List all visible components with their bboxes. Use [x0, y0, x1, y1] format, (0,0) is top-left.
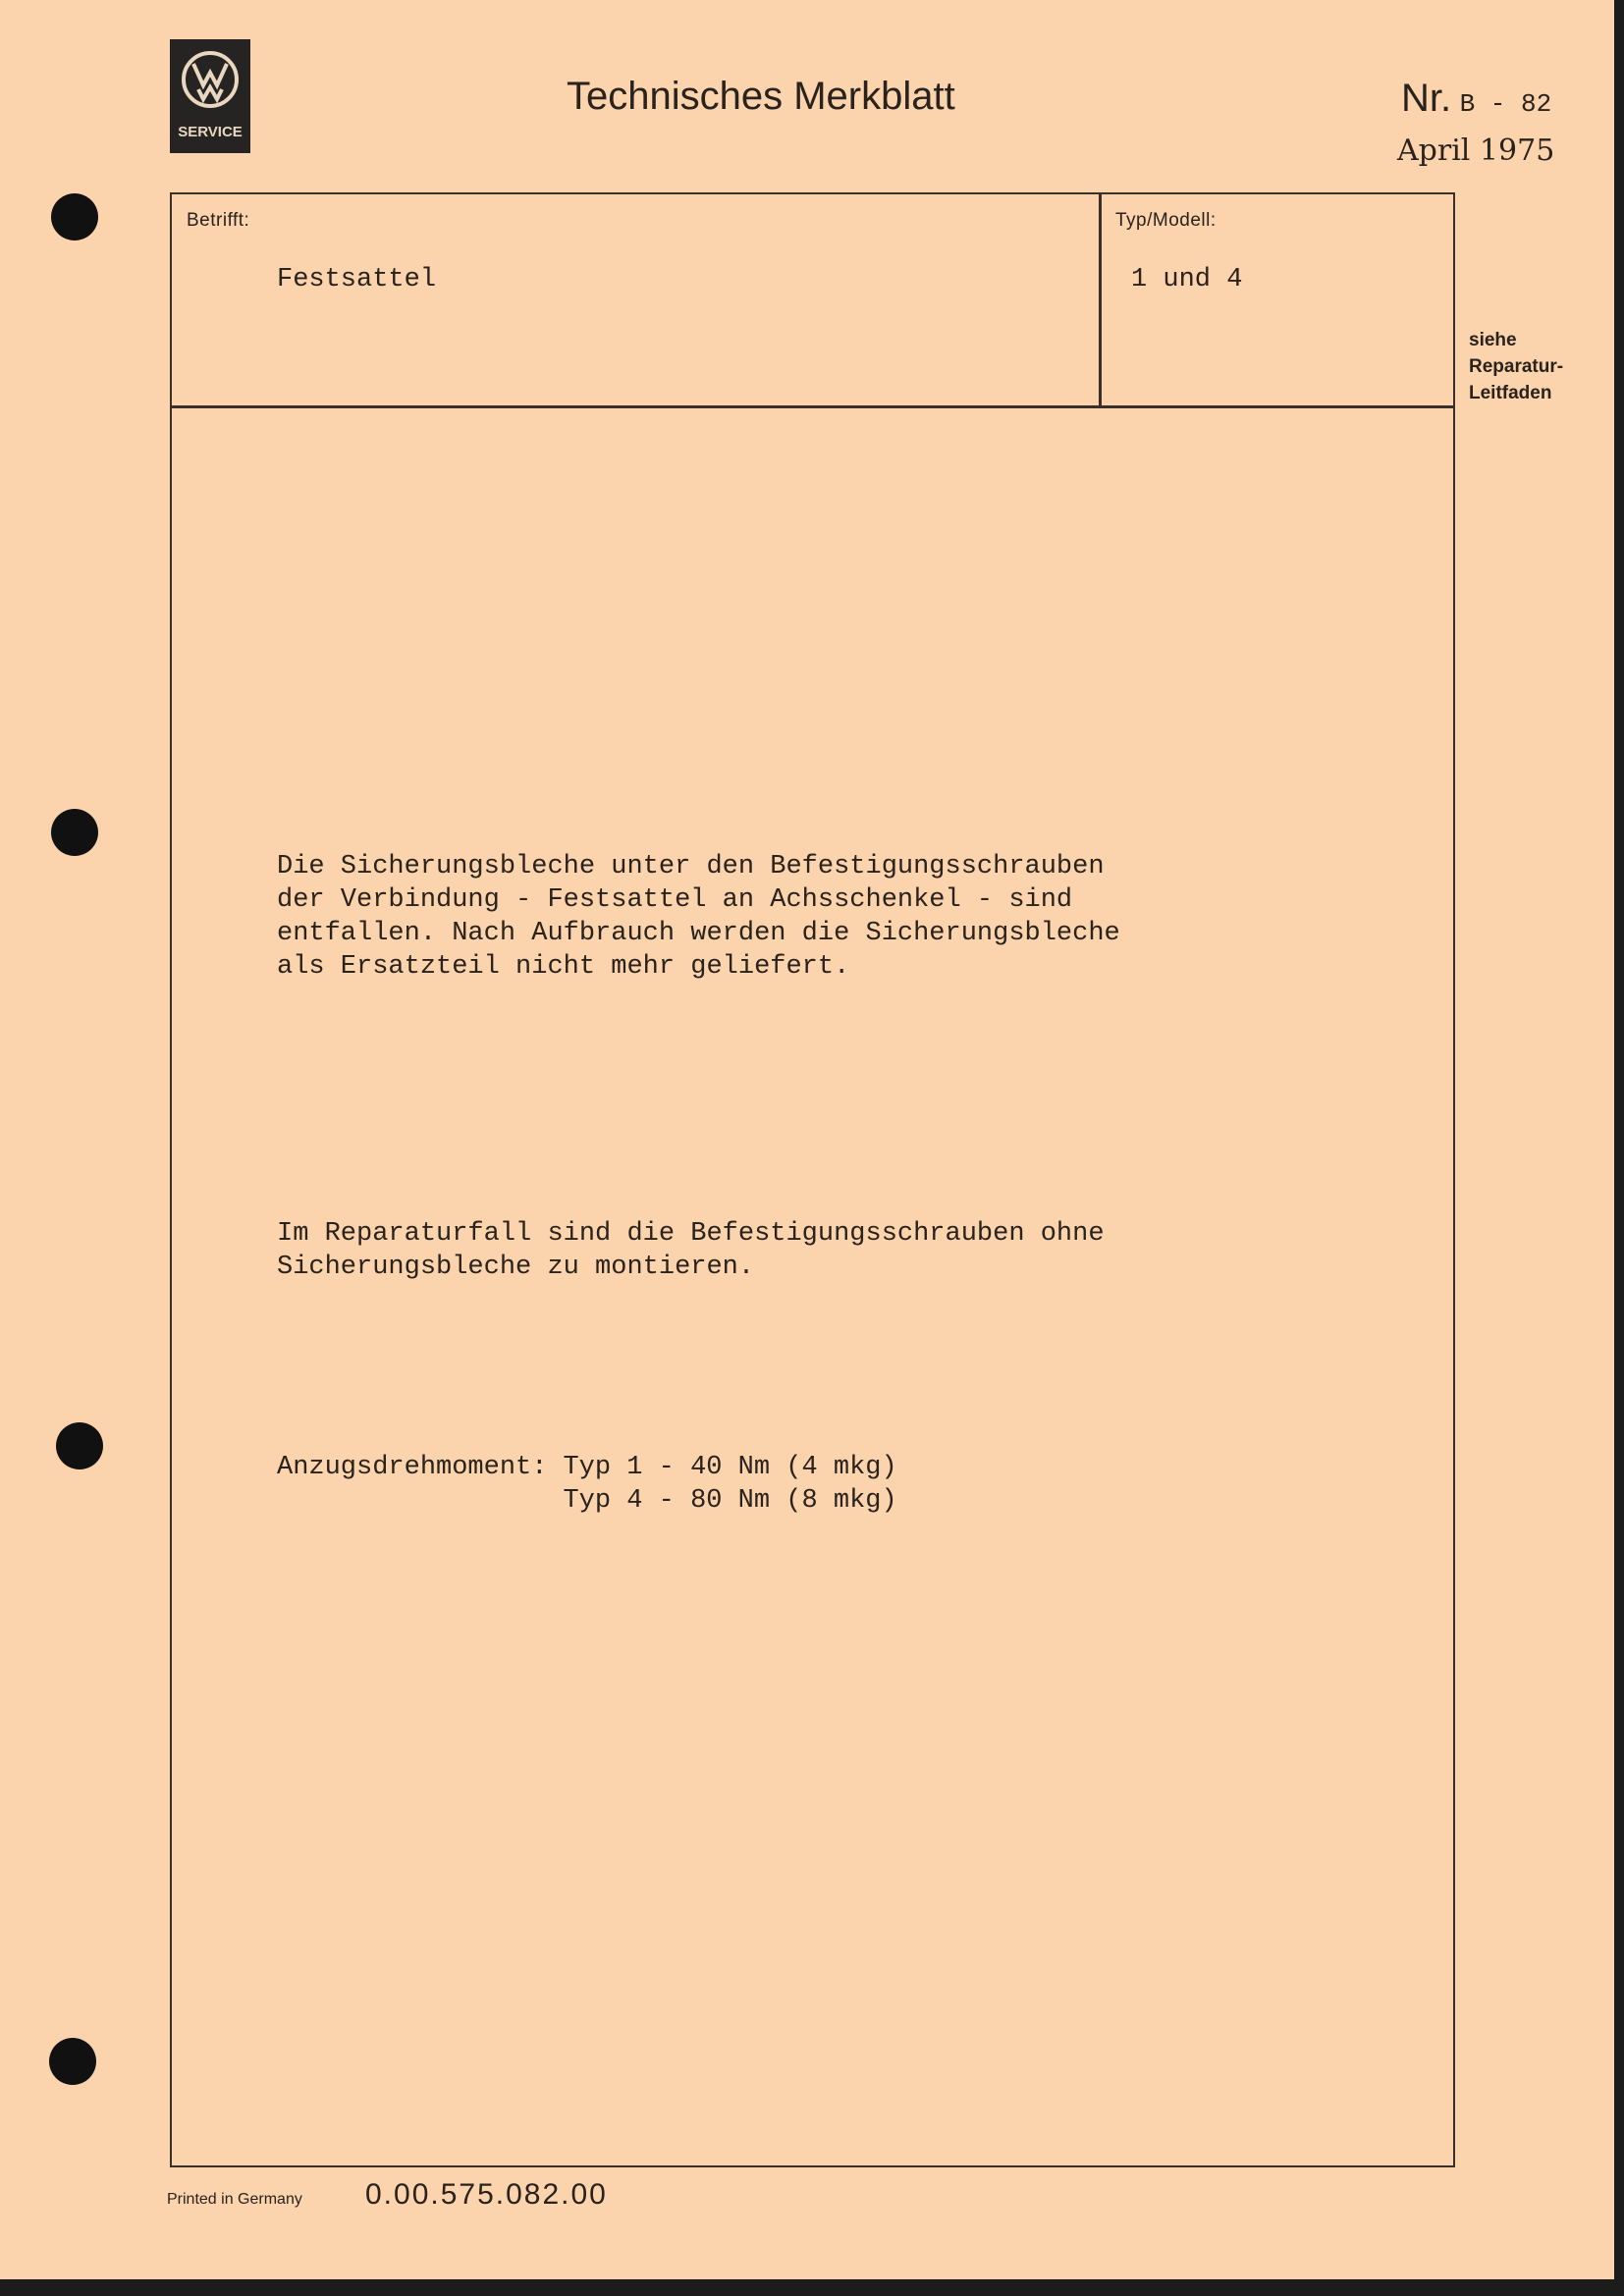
torque-row [277, 1484, 897, 1518]
model-value: 1 und 4 [1131, 265, 1243, 294]
body-text [277, 717, 1120, 1584]
nr-value: B - 82 [1459, 89, 1552, 119]
model-label: Typ/Modell: [1115, 210, 1217, 231]
document-code: 0.00.575.082.00 [365, 2178, 608, 2211]
subject-label: Betrifft: [187, 210, 250, 231]
document-number [1401, 77, 1551, 121]
text-line: entfallen. Nach Aufbrauch werden die Sicherungsbleche [277, 919, 1120, 948]
subject-value: Festsattel [277, 265, 437, 294]
torque-label: Anzugsdrehmoment: [277, 1453, 548, 1482]
document-date: April 1975 [1397, 133, 1555, 168]
text-line: Die Sicherungsbleche unter den Befestigungsschrauben [277, 852, 1105, 881]
logo-service-text: SERVICE [178, 124, 243, 140]
punch-hole [51, 809, 98, 856]
side-note-line: siehe [1469, 330, 1517, 350]
torque-spec [277, 1451, 897, 1518]
punch-hole [49, 2038, 96, 2085]
paragraph-2 [277, 1150, 1120, 1351]
header-divider [170, 405, 1455, 408]
vw-logo-icon [179, 48, 242, 111]
text-line: als Ersatzteil nicht mehr geliefert. [277, 952, 850, 982]
torque-value: Typ 4 - 80 Nm (8 mkg) [563, 1486, 897, 1516]
text-line: Im Reparaturfall sind die Befestigungsschrauben ohne [277, 1219, 1105, 1249]
vw-service-logo [170, 39, 250, 153]
printed-in-label: Printed in Germany [167, 2191, 302, 2208]
punch-hole [51, 193, 98, 240]
text-line: Sicherungsbleche zu montieren. [277, 1253, 755, 1282]
side-note-line: Reparatur- [1469, 356, 1564, 377]
nr-label: Nr. [1401, 77, 1452, 120]
text-line: der Verbindung - Festsattel an Achsschenkel - sind [277, 885, 1073, 915]
torque-row [277, 1451, 897, 1484]
torque-value: Typ 1 - 40 Nm (4 mkg) [563, 1453, 897, 1482]
paragraph-1 [277, 783, 1120, 1050]
side-note-line: Leitfaden [1469, 383, 1552, 403]
punch-hole [56, 1422, 103, 1469]
column-divider [1099, 192, 1102, 407]
side-note [1469, 327, 1563, 406]
document-title: Technisches Merkblatt [567, 75, 955, 118]
